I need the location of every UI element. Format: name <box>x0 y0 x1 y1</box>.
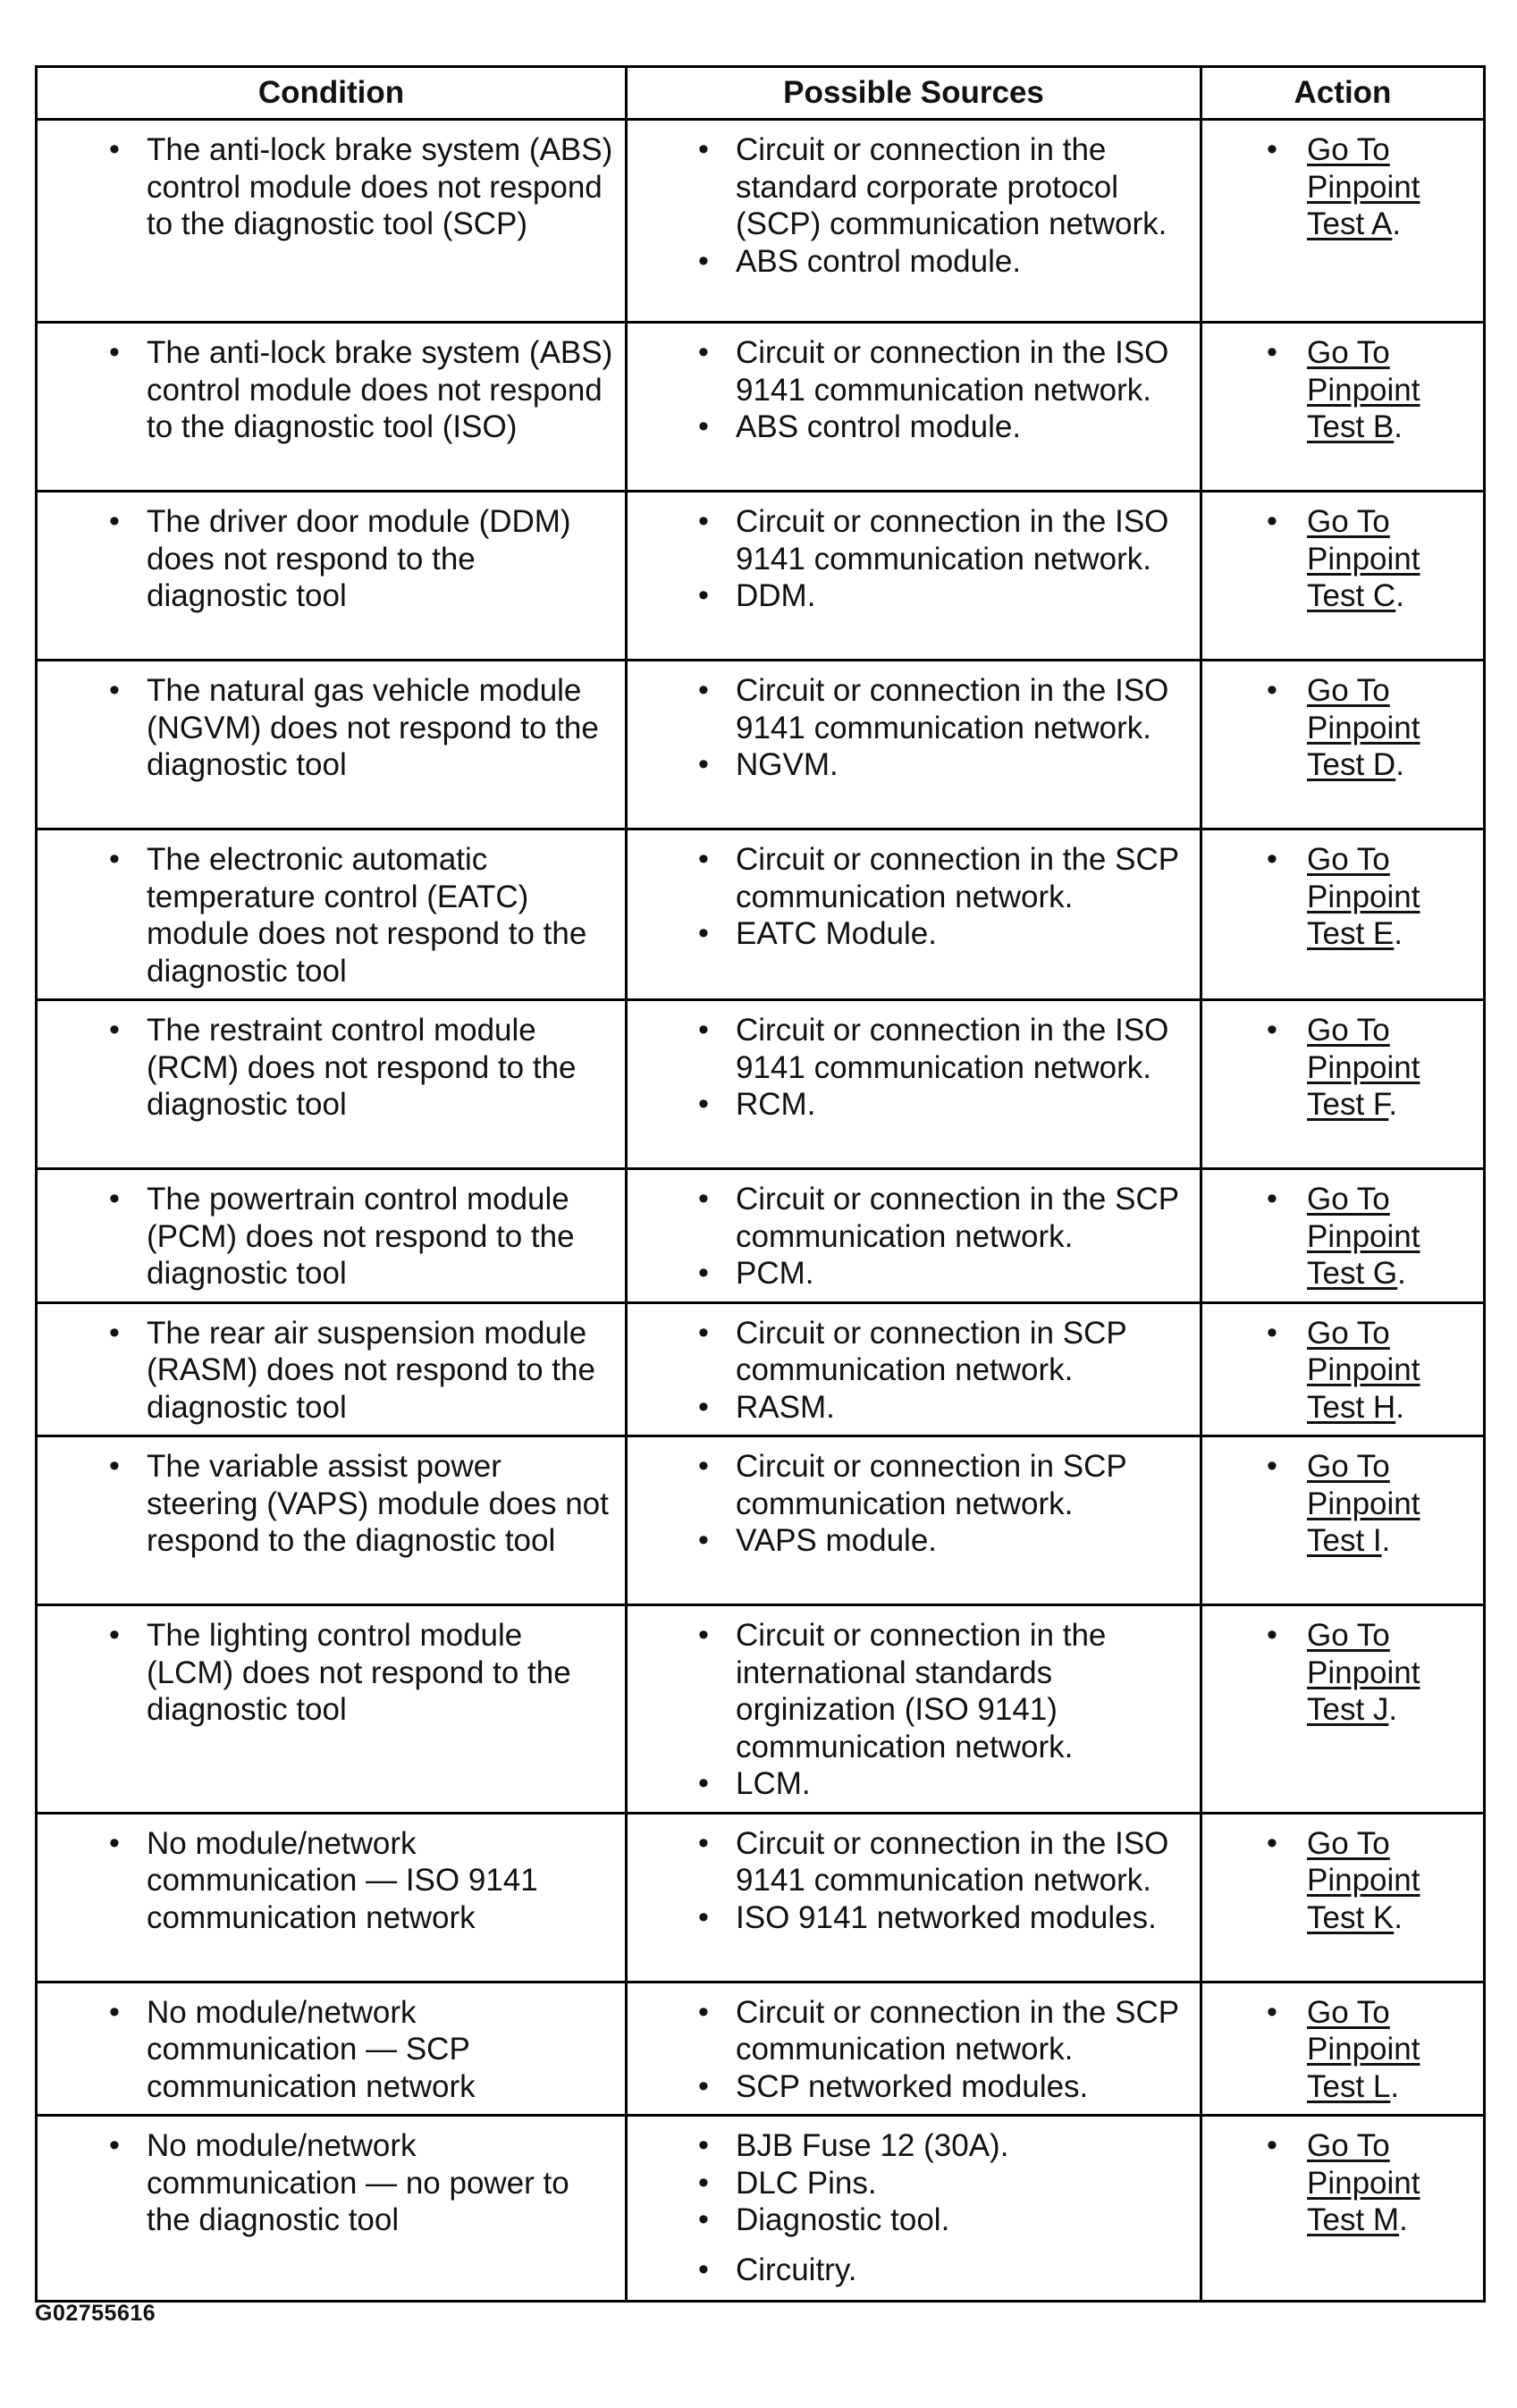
action-suffix: . <box>1392 206 1402 241</box>
source-item: • DLC Pins. <box>736 2165 1191 2202</box>
pinpoint-test-link[interactable]: Go To Pinpoint Test G <box>1307 1182 1420 1291</box>
action-list <box>1202 661 1483 793</box>
sources-list <box>628 1001 1200 1132</box>
sources-list <box>628 830 1200 962</box>
sources-list <box>628 1304 1200 1436</box>
table-row <box>37 829 1485 1000</box>
action-list <box>1202 1814 1483 1946</box>
action-cell <box>1201 1605 1485 1814</box>
condition-text: • No module/network communication — no power to the diagnostic tool <box>147 2127 616 2239</box>
header-possible-sources: Possible Sources <box>627 67 1201 120</box>
sources-cell <box>627 1436 1201 1605</box>
action-suffix: . <box>1388 1692 1398 1727</box>
source-item: • VAPS module. <box>736 1522 1191 1560</box>
source-item: • Circuit or connection in the SCP communication network. <box>736 841 1191 915</box>
header-condition: Condition <box>37 67 627 120</box>
action-item <box>1307 1825 1474 1937</box>
source-item: • Circuit or connection in the international standards orginization (ISO 9141) communication network. <box>736 1617 1191 1765</box>
action-cell <box>1201 1813 1485 1982</box>
table-row <box>37 120 1485 323</box>
pinpoint-test-link[interactable]: Go To Pinpoint Test L <box>1307 1994 1420 2104</box>
action-item <box>1307 841 1474 953</box>
action-list <box>1202 324 1483 455</box>
source-item: • Circuit or connection in the ISO 9141 communication network. <box>736 672 1191 746</box>
action-cell <box>1201 661 1485 829</box>
action-list <box>1202 1437 1483 1569</box>
source-item: • PCM. <box>736 1255 1191 1292</box>
condition-text: • The driver door module (DDM) does not respond to the diagnostic tool <box>147 503 616 615</box>
source-item: • Circuitry. <box>736 2252 1191 2289</box>
action-suffix: . <box>1399 2202 1408 2237</box>
source-item: • Circuit or connection in the ISO 9141 communication network. <box>736 334 1191 408</box>
figure-id-label: G02755616 <box>35 2301 156 2326</box>
action-suffix: . <box>1394 409 1403 444</box>
condition-list <box>38 1437 625 1569</box>
table-header <box>37 67 1485 120</box>
sources-cell <box>627 2116 1201 2302</box>
condition-cell <box>37 1982 627 2116</box>
condition-list <box>38 1606 625 1738</box>
condition-cell <box>37 2116 627 2302</box>
pinpoint-test-link[interactable]: Go To Pinpoint Test B <box>1307 335 1420 444</box>
action-item <box>1307 1315 1474 1427</box>
sources-list <box>628 661 1200 793</box>
condition-list <box>38 661 625 793</box>
action-list <box>1202 493 1483 624</box>
source-item: • Diagnostic tool. <box>736 2202 1191 2239</box>
source-item: • Circuit or connection in the ISO 9141 communication network. <box>736 1825 1191 1899</box>
action-list <box>1202 121 1483 252</box>
condition-text: • The lighting control module (LCM) does not respond to the diagnostic tool <box>147 1617 616 1729</box>
source-item: • ABS control module. <box>736 243 1191 281</box>
action-cell <box>1201 1000 1485 1169</box>
sources-cell <box>627 1302 1201 1436</box>
pinpoint-test-link[interactable]: Go To Pinpoint Test J <box>1307 1618 1420 1727</box>
action-list <box>1202 2117 1483 2248</box>
source-item: • Circuit or connection in the ISO 9141 communication network. <box>736 1012 1191 1086</box>
condition-list <box>38 1304 625 1436</box>
source-item: • ISO 9141 networked modules. <box>736 1899 1191 1937</box>
action-list <box>1202 1606 1483 1738</box>
table-row <box>37 2116 1485 2302</box>
sources-cell <box>627 120 1201 323</box>
pinpoint-test-link[interactable]: Go To Pinpoint Test M <box>1307 2128 1420 2237</box>
condition-list <box>38 121 625 252</box>
sources-list <box>628 2117 1200 2297</box>
action-item <box>1307 1012 1474 1124</box>
sources-cell <box>627 661 1201 829</box>
pinpoint-test-link[interactable]: Go To Pinpoint Test I <box>1307 1449 1420 1558</box>
source-item: • SCP networked modules. <box>736 2068 1191 2106</box>
action-list <box>1202 1001 1483 1132</box>
action-item <box>1307 1181 1474 1292</box>
condition-list <box>38 324 625 455</box>
source-item: • Circuit or connection in the SCP communication network. <box>736 1994 1191 2068</box>
condition-cell <box>37 1605 627 1814</box>
action-list <box>1202 1170 1483 1301</box>
action-cell <box>1201 1436 1485 1605</box>
sources-list <box>628 1814 1200 1946</box>
sources-list <box>628 1983 1200 2115</box>
action-cell <box>1201 2116 1485 2302</box>
action-cell <box>1201 120 1485 323</box>
sources-list <box>628 493 1200 624</box>
action-suffix: . <box>1394 1899 1403 1935</box>
condition-cell <box>37 1302 627 1436</box>
source-item: • RCM. <box>736 1086 1191 1124</box>
condition-list <box>38 493 625 624</box>
pinpoint-test-link[interactable]: Go To Pinpoint Test F <box>1307 1013 1420 1122</box>
pinpoint-test-link[interactable]: Go To Pinpoint Test D <box>1307 673 1420 782</box>
sources-cell <box>627 829 1201 1000</box>
action-cell <box>1201 1982 1485 2116</box>
condition-list <box>38 2117 625 2248</box>
header-row <box>37 67 1485 120</box>
action-item <box>1307 503 1474 615</box>
action-suffix: . <box>1394 916 1403 951</box>
condition-text: • The natural gas vehicle module (NGVM) does not respond to the diagnostic tool <box>147 672 616 784</box>
table-row <box>37 661 1485 829</box>
source-item: • Circuit or connection in the standard corporate protocol (SCP) communication network. <box>736 131 1191 243</box>
header-action: Action <box>1201 67 1485 120</box>
condition-text: • No module/network communication — SCP communication network <box>147 1994 616 2106</box>
action-item <box>1307 1994 1474 2106</box>
sources-cell <box>627 1169 1201 1303</box>
sources-cell <box>627 1605 1201 1814</box>
action-list <box>1202 1304 1483 1436</box>
pinpoint-test-link[interactable]: Go To Pinpoint Test E <box>1307 842 1420 951</box>
table-row <box>37 492 1485 661</box>
action-list <box>1202 1983 1483 2115</box>
sources-cell <box>627 1982 1201 2116</box>
source-item: • Circuit or connection in SCP communication network. <box>736 1315 1191 1389</box>
pinpoint-test-link[interactable]: Go To Pinpoint Test K <box>1307 1825 1420 1935</box>
sources-cell <box>627 1000 1201 1169</box>
action-item <box>1307 1448 1474 1560</box>
condition-text: • The rear air suspension module (RASM) does not respond to the diagnostic tool <box>147 1315 616 1427</box>
condition-text: • The variable assist power steering (VAPS) module does not respond to the diagnostic tool <box>147 1448 616 1560</box>
action-cell <box>1201 829 1485 1000</box>
source-item: • EATC Module. <box>736 915 1191 953</box>
source-item: • DDM. <box>736 577 1191 615</box>
action-suffix: . <box>1381 1523 1391 1558</box>
action-item <box>1307 131 1474 243</box>
condition-text: • The powertrain control module (PCM) does not respond to the diagnostic tool <box>147 1181 616 1292</box>
source-item: • Circuit or connection in the ISO 9141 communication network. <box>736 503 1191 577</box>
sources-list <box>628 121 1200 289</box>
table-row <box>37 1813 1485 1982</box>
action-suffix: . <box>1395 747 1404 782</box>
sources-list <box>628 1170 1200 1301</box>
condition-text: • The restraint control module (RCM) does not respond to the diagnostic tool <box>147 1012 616 1124</box>
action-cell <box>1201 1169 1485 1303</box>
condition-cell <box>37 1169 627 1303</box>
action-item <box>1307 1617 1474 1729</box>
condition-list <box>38 830 625 998</box>
action-item <box>1307 334 1474 446</box>
action-suffix: . <box>1397 1256 1406 1291</box>
sources-list <box>628 1606 1200 1812</box>
action-cell <box>1201 492 1485 661</box>
condition-cell <box>37 1436 627 1605</box>
action-suffix: . <box>1390 2068 1400 2104</box>
table-row <box>37 1169 1485 1303</box>
condition-list <box>38 1170 625 1301</box>
condition-cell <box>37 492 627 661</box>
action-cell <box>1201 323 1485 492</box>
table-row <box>37 1605 1485 1814</box>
condition-text: • The electronic automatic temperature control (EATC) module does not respond to the diagnostic tool <box>147 841 616 989</box>
source-item: • NGVM. <box>736 746 1191 784</box>
source-item: • BJB Fuse 12 (30A). <box>736 2127 1191 2165</box>
condition-text: • The anti-lock brake system (ABS) control module does not respond to the diagnostic tool (SCP) <box>147 131 616 243</box>
condition-cell <box>37 1813 627 1982</box>
diagnostic-table <box>35 65 1486 2303</box>
condition-cell <box>37 829 627 1000</box>
sources-cell <box>627 323 1201 492</box>
condition-list <box>38 1983 625 2115</box>
pinpoint-test-link[interactable]: Go To Pinpoint Test C <box>1307 504 1420 613</box>
action-suffix: . <box>1388 1087 1398 1122</box>
source-item: • ABS control module. <box>736 408 1191 446</box>
table-body <box>37 120 1485 2302</box>
condition-list <box>38 1814 625 1946</box>
action-item <box>1307 672 1474 784</box>
condition-cell <box>37 1000 627 1169</box>
action-suffix: . <box>1395 1389 1404 1425</box>
source-item: • LCM. <box>736 1765 1191 1803</box>
table-row <box>37 1982 1485 2116</box>
condition-cell <box>37 323 627 492</box>
source-item: • Circuit or connection in the SCP communication network. <box>736 1181 1191 1255</box>
action-suffix: . <box>1395 578 1404 613</box>
action-list <box>1202 830 1483 962</box>
sources-cell <box>627 1813 1201 1982</box>
source-item: • Circuit or connection in SCP communication network. <box>736 1448 1191 1522</box>
pinpoint-test-link[interactable]: Go To Pinpoint Test A <box>1307 132 1420 241</box>
condition-text: • The anti-lock brake system (ABS) control module does not respond to the diagnostic tool (ISO) <box>147 334 616 446</box>
table-row <box>37 323 1485 492</box>
table-row <box>37 1000 1485 1169</box>
sources-cell <box>627 492 1201 661</box>
condition-list <box>38 1001 625 1132</box>
sources-list <box>628 1437 1200 1569</box>
condition-text: • No module/network communication — ISO 9141 communication network <box>147 1825 616 1937</box>
condition-cell <box>37 661 627 829</box>
sources-list <box>628 324 1200 455</box>
action-cell <box>1201 1302 1485 1436</box>
condition-cell <box>37 120 627 323</box>
source-item: • RASM. <box>736 1389 1191 1427</box>
pinpoint-test-link[interactable]: Go To Pinpoint Test H <box>1307 1315 1420 1425</box>
table-row <box>37 1436 1485 1605</box>
action-item <box>1307 2127 1474 2239</box>
table-row <box>37 1302 1485 1436</box>
